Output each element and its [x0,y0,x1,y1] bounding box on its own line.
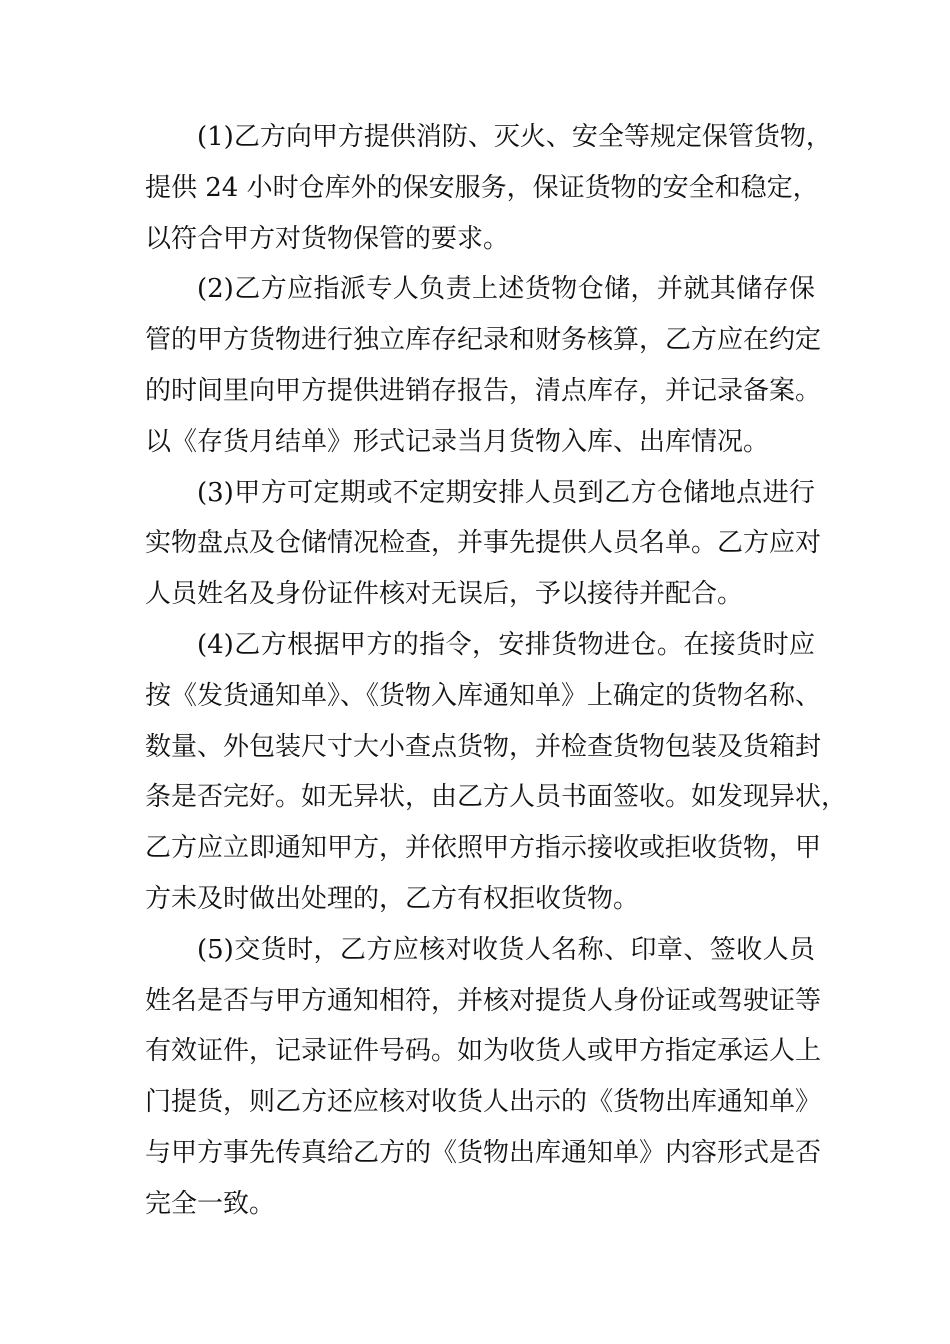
paragraph-5-line-3: 有效证件，记录证件号码。如为收货人或甲方指定承运人上 [145,1036,822,1067]
paragraph-2-line-4: 以《存货月结单》形式记录当月货物入库、出库情况。 [145,426,770,457]
paragraph-3-line-1: (3)甲方可定期或不定期安排人员到乙方仓储地点进行 [197,477,815,508]
paragraph-3-line-2: 实物盘点及仓储情况检查，并事先提供人员名单。乙方应对 [145,528,822,559]
paragraph-5-line-2: 姓名是否与甲方通知相符，并核对提货人身份证或驾驶证等 [145,985,822,1016]
paragraph-4-line-6: 方未及时做出处理的，乙方有权拒收货物。 [145,883,640,914]
paragraph-1-line-1: (1)乙方向甲方提供消防、灭火、安全等规定保管货物， [197,122,832,152]
paragraph-5-line-1: (5)交货时，乙方应核对收货人名称、印章、签收人员 [197,934,815,965]
document-body [145,112,848,1230]
paragraph-5-line-4: 门提货，则乙方还应核对收货人出示的《货物出库通知单》 [145,1087,822,1118]
paragraph-2-line-2: 管的甲方货物进行独立库存纪录和财务核算，乙方应在约定 [145,325,822,356]
paragraph-1-line-3: 以符合甲方对货物保管的要求。 [145,223,510,254]
paragraph-4-line-5: 乙方应立即通知甲方，并依照甲方指示接收或拒收货物，甲 [145,833,822,864]
paragraph-2-line-3: 的时间里向甲方提供进销存报告，清点库存，并记录备案。 [145,375,822,406]
paragraph-4-line-1: (4)乙方根据甲方的指令，安排货物进仓。在接货时应 [197,629,815,660]
paragraph-4-line-4: 条是否完好。如无异状，由乙方人员书面签收。如发现异状， [145,782,848,813]
paragraph-4-line-2: 按《发货通知单》、《货物入库通知单》上确定的货物名称、 [145,680,822,711]
paragraph-3-line-3: 人员姓名及身份证件核对无误后，予以接待并配合。 [145,579,744,610]
paragraph-1-line-2: 提供 24 小时仓库外的保安服务，保证货物的安全和稳定， [145,172,819,203]
paragraph-2-line-1: (2)乙方应指派专人负责上述货物仓储，并就其储存保 [197,274,815,305]
paragraph-4-line-3: 数量、外包装尺寸大小查点货物，并检查货物包装及货箱封 [145,731,822,762]
paragraph-5-line-6: 完全一致。 [145,1188,276,1219]
paragraph-5-line-5: 与甲方事先传真给乙方的《货物出库通知单》内容形式是否 [145,1137,822,1168]
